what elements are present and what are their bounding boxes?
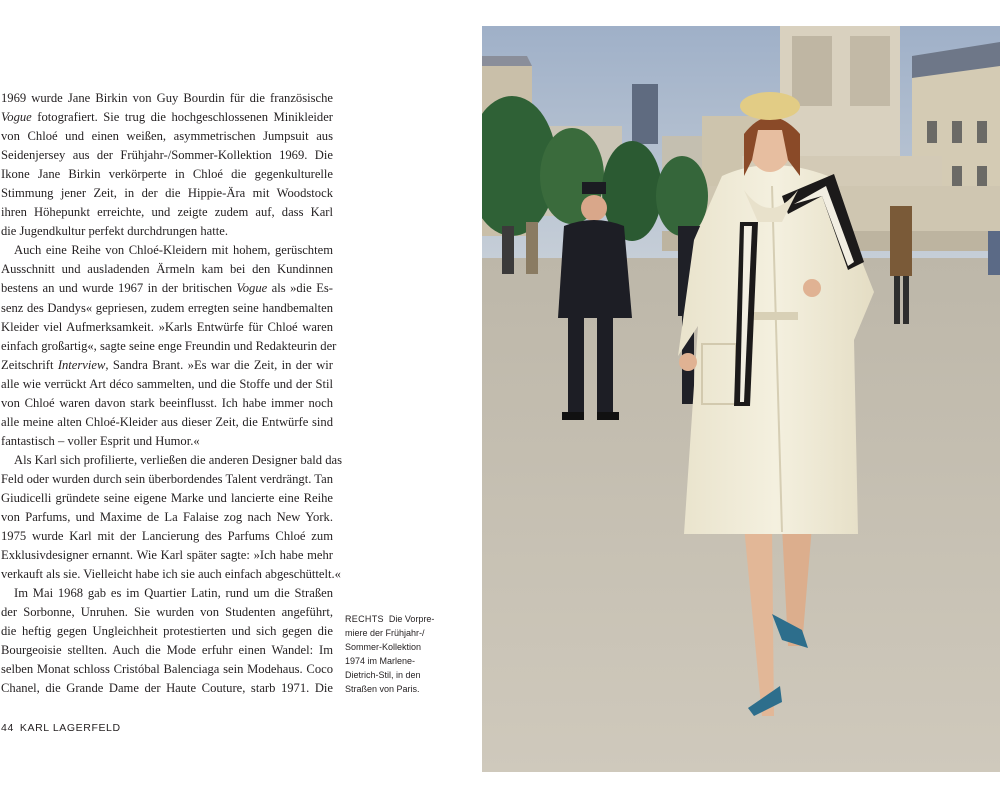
body-line <box>1 546 333 565</box>
body-text-run: 1975 wurde Karl mit der Lancierung des Parfums Chloé zum <box>1 529 333 544</box>
body-text-run: fotografiert. Sie trug die hochgeschlossenen Minikleider <box>31 110 333 125</box>
body-text-run: der Sorbonne, Unruhen. Sie wurden von Studenten angeführt, <box>1 605 333 620</box>
body-line <box>1 508 333 527</box>
body-text-run: von Parfums, und Maxime de La Falaise zog nach New York. <box>1 510 333 525</box>
photo-illustration <box>482 26 1000 772</box>
body-text-run: alle meine alten Chloé-Kleider aus dieser Zeit, die Entwürfe sind <box>1 414 333 429</box>
photo-caption <box>345 612 465 696</box>
body-line <box>1 394 333 413</box>
body-text-run: Giudicelli gründete seine eigene Marke und lancierte eine Reihe <box>1 490 333 505</box>
publication-title: Vogue <box>236 281 268 296</box>
publication-title: Interview <box>57 357 106 372</box>
caption-line: Dietrich-Stil, in den <box>345 670 421 680</box>
body-line <box>1 165 333 184</box>
body-text-run: fantastisch – voller Esprit und Humor.« <box>1 433 200 448</box>
body-line <box>1 489 333 508</box>
body-text-column <box>1 89 343 699</box>
body-text-run: Stimmung jener Zeit, in der die Hippie-Ära mit Woodstock <box>1 186 333 201</box>
body-text-run: Im Mai 1968 gab es im Quartier Latin, rund um die Straßen <box>14 586 333 601</box>
caption-line: 1974 im Marlene- <box>345 656 416 666</box>
body-text-run: bestens an und wurde 1967 in der britischen <box>1 281 237 296</box>
body-line <box>1 622 333 641</box>
folio <box>1 722 121 734</box>
body-text-run: 1969 wurde Jane Birkin von Guy Bourdin für die französische <box>1 91 333 105</box>
caption-tag: RECHTS <box>345 614 384 624</box>
body-text-run: die heftig gegen Ungleichheit protestierten und sich gegen die <box>1 624 333 639</box>
body-text-run: von Chloé und einen weißen, asymmetrischen Jumpsuit aus <box>1 129 333 144</box>
body-text-run: Bourgeoisie stellten. Auch die Mode erfuhr einen Wandel: Im <box>1 643 333 658</box>
body-line <box>1 299 333 318</box>
page-number: 44 <box>1 722 14 734</box>
caption-line: Straßen von Paris. <box>345 684 420 694</box>
body-line <box>1 127 333 146</box>
body-line <box>1 451 343 470</box>
body-line <box>1 660 333 679</box>
body-line <box>1 108 333 127</box>
caption-line: Sommer-Kollektion <box>345 642 422 652</box>
body-text-run: alle wie verrückt Art déco sammelten, und die Stoffe und der Stil <box>1 376 333 391</box>
body-line <box>1 641 333 660</box>
body-line <box>1 565 341 584</box>
body-text-run: Als Karl sich profilierte, verließen die anderen Designer bald das <box>14 452 343 467</box>
body-line <box>1 337 337 356</box>
body-line <box>1 527 333 546</box>
body-line <box>1 203 333 222</box>
body-text-run: Auch eine Reihe von Chloé-Kleidern mit hohem, gerüschtem <box>14 243 333 258</box>
body-text-run: ihren Höhepunkt erreichte, und zeigte zudem auf, dass Karl <box>1 205 333 220</box>
body-line <box>1 375 333 394</box>
caption-line: Die Vorpre- <box>388 614 435 624</box>
publication-title: Vogue <box>1 110 32 125</box>
body-text-run: Zeitschrift <box>1 357 58 372</box>
running-title: KARL LAGERFELD <box>19 722 121 734</box>
street-fashion-photo <box>482 26 1000 772</box>
body-line <box>1 318 333 337</box>
body-line <box>1 184 333 203</box>
body-line <box>1 413 333 432</box>
caption-line: miere der Frühjahr-/ <box>345 628 425 638</box>
beret <box>740 92 800 120</box>
body-line <box>1 603 333 622</box>
body-line <box>1 222 333 241</box>
body-line <box>1 89 333 108</box>
body-text-run: Feld oder wurden durch sein überbordendes Talent verdrängt. Tan <box>1 471 333 486</box>
body-text-run: , Sandra Brant. »Es war die Zeit, in der wir <box>105 357 333 372</box>
body-line <box>1 470 333 489</box>
body-text-run: von Chloé waren davon stark beeinflusst. Ich habe immer noch <box>1 395 333 410</box>
body-line <box>1 241 333 260</box>
body-line <box>1 679 333 698</box>
body-text-run: senz des Dandys« gepriesen, zudem erregten seine handbemalten <box>1 300 333 315</box>
body-text-run: Chanel, die Grande Dame der Haute Couture, starb 1971. Die <box>1 681 333 696</box>
body-text-run: Seidenjersey aus der Frühjahr-/Sommer-Kollektion 1969. Die <box>1 148 333 163</box>
body-text-run: einfach großartig«, sagte seine enge Freundin und Redakteurin der <box>1 338 337 353</box>
body-text-run: selben Monat schloss Cristóbal Balenciaga sein Modehaus. Coco <box>1 662 333 677</box>
body-line <box>1 260 333 279</box>
body-text-run: als »die Es- <box>267 281 333 296</box>
body-text-run: die Jugendkultur perfekt durchdrungen hatte. <box>1 224 228 239</box>
body-text-run: Ausschnitt und ausladenden Ärmeln kam bei den Kundinnen <box>1 262 333 277</box>
body-line <box>1 279 333 298</box>
body-text-run: verkauft als sie. Vielleicht habe ich sie auch einfach abgeschüttelt.« <box>1 567 341 582</box>
body-line <box>1 146 333 165</box>
body-line <box>1 356 333 375</box>
body-text-run: Kleider viel Aufmerksamkeit. »Karls Entwürfe für Chloé waren <box>1 319 333 334</box>
body-text-run: Ikone Jane Birkin verkörperte in Chloé die gegenkulturelle <box>1 167 333 182</box>
body-line <box>1 584 333 603</box>
body-text-run: Exklusivdesigner ernannt. Wie Karl später sagte: »Ich habe mehr <box>1 548 333 563</box>
body-line <box>1 432 333 451</box>
